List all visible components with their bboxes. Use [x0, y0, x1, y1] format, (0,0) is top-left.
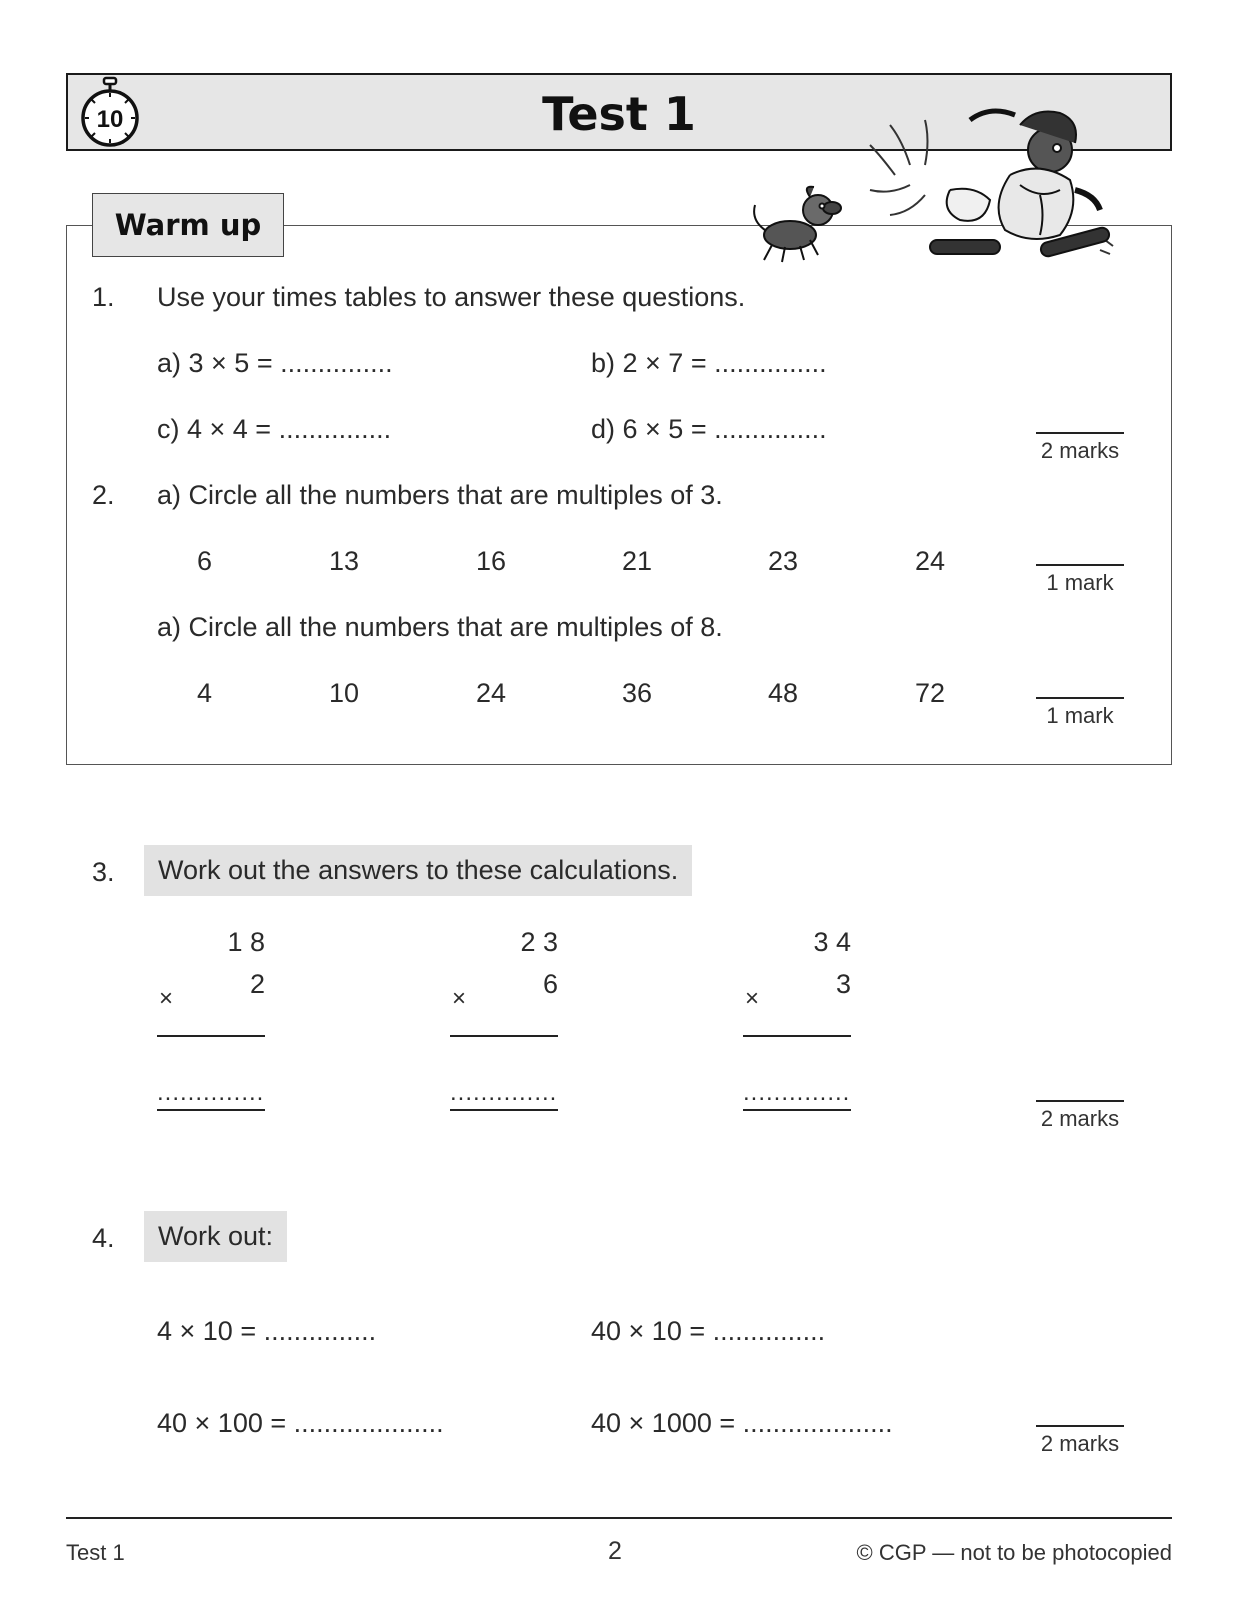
q2a-text: a) Circle all the numbers that are multiples of 3. — [157, 480, 723, 510]
calc-bottom: 2 — [249, 969, 265, 999]
times-sign: × — [745, 985, 760, 1012]
marks-label: 1 mark — [1036, 564, 1124, 596]
number-option[interactable]: 72 — [915, 678, 946, 708]
number-option[interactable]: 48 — [768, 678, 799, 708]
marks-label: 1 mark — [1036, 697, 1124, 729]
q4-item: 40 × 1000 = .................... — [591, 1408, 893, 1438]
calc-bottom: 3 — [835, 969, 851, 999]
column-multiplication — [450, 927, 558, 1107]
q4-item: 40 × 100 = .................... — [157, 1408, 444, 1438]
question-number: 1. — [92, 282, 115, 312]
cartoon-girl — [930, 111, 1111, 258]
q4-item: 4 × 10 = ............... — [157, 1316, 377, 1346]
page-title: Test 1 — [542, 87, 696, 141]
column-multiplication — [743, 927, 851, 1107]
number-option[interactable]: 36 — [622, 678, 653, 708]
times-sign: × — [452, 985, 467, 1012]
stopwatch-icon — [80, 76, 140, 148]
q4-item: 40 × 10 = ............... — [591, 1316, 826, 1346]
column-multiplication — [157, 927, 265, 1107]
marks-label: 2 marks — [1036, 432, 1124, 464]
number-option[interactable]: 24 — [915, 546, 946, 576]
calc-top: 1 8 — [227, 927, 265, 957]
page-number: 2 — [608, 1537, 622, 1565]
q4-instruction: Work out: — [144, 1211, 287, 1262]
calc-top: 3 4 — [813, 927, 851, 957]
number-option[interactable]: 16 — [476, 546, 507, 576]
number-option[interactable]: 23 — [768, 546, 799, 576]
marks-label: 2 marks — [1036, 1100, 1124, 1132]
cartoon-illustration — [740, 100, 1150, 280]
answer-blank[interactable]: .............. — [450, 1079, 558, 1106]
cartoon-dog — [754, 187, 841, 262]
question-number: 4. — [92, 1223, 115, 1253]
footer-divider — [66, 1517, 1172, 1519]
q3-instruction: Work out the answers to these calculations. — [144, 845, 692, 896]
number-option[interactable]: 24 — [476, 678, 507, 708]
times-sign: × — [159, 985, 174, 1012]
answer-blank[interactable]: .............. — [743, 1079, 851, 1106]
number-option[interactable]: 13 — [329, 546, 360, 576]
question-text: Use your times tables to answer these questions. — [157, 282, 746, 312]
footer-copyright: © CGP — not to be photocopied — [856, 1540, 1172, 1565]
number-option[interactable]: 21 — [622, 546, 653, 576]
timer-minutes: 10 — [96, 106, 124, 133]
q1-part-a: a) 3 × 5 = ............... — [157, 348, 393, 378]
answer-blank[interactable]: .............. — [157, 1079, 265, 1106]
calc-bottom: 6 — [542, 969, 558, 999]
number-option[interactable]: 4 — [197, 678, 213, 708]
question-number: 2. — [92, 480, 115, 510]
marks-label: 2 marks — [1036, 1425, 1124, 1457]
q1-part-b: b) 2 × 7 = ............... — [591, 348, 827, 378]
number-option[interactable]: 6 — [197, 546, 213, 576]
q2b-text: a) Circle all the numbers that are multiples of 8. — [157, 612, 723, 642]
warmup-label: Warm up — [92, 193, 284, 257]
q1-part-c: c) 4 × 4 = ............... — [157, 414, 392, 444]
q1-part-d: d) 6 × 5 = ............... — [591, 414, 827, 444]
question-number: 3. — [92, 857, 115, 887]
calc-top: 2 3 — [520, 927, 558, 957]
number-option[interactable]: 10 — [329, 678, 360, 708]
footer-test-name: Test 1 — [66, 1540, 125, 1565]
